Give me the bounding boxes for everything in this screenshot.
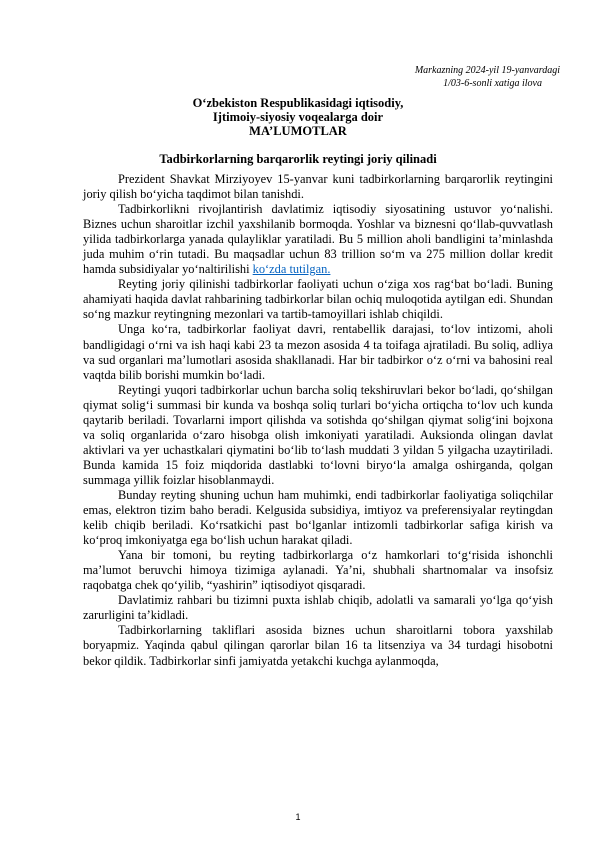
annex-note: [340, 64, 560, 90]
paragraph-7: Yana bir tomoni, bu reyting tadbirkorlarga o‘z hamkorlari to‘g‘risida ishonchli ma’lumot beruvchi himoya tizimiga aylanadi. Ya’ni, shubhali shartnomalar va insofsiz raqobatga chek qo‘yilib, “yashirin” iqtisodiyot qisqaradi.: [83, 548, 553, 593]
annex-note-line2: 1/03-6-sonli xatiga ilova: [443, 78, 542, 89]
page-number: 1: [295, 812, 301, 822]
paragraph-2-text: Tadbirkorlikni rivojlantirish davlatimiz iqtisodiy siyosatining ustuvor yo‘nalishi. Biznes uchun sharoitlar izchil yaxshilanib bormoqda. Yoshlar va biznesni qo‘llab-quvvatlash yilida tadbirkorlarga yanada qulayliklar yaratiladi. Bu 5 million aholi bandligini ta’minlashda juda muhim o‘rin tutadi. Bu maqsadlar uchun 83 trillion so‘m va 275 million dollar kredit hamda subsidiyalar yo‘naltirilishi: [83, 202, 553, 277]
paragraph-5: Reytingi yuqori tadbirkorlar uchun barcha soliq tekshiruvlari bekor bo‘ladi, qo‘shilgan qiymat solig‘i summasi bir kunda va boshqa soliq turlari bo‘yicha ortiqcha to‘lov uch kunda qaytarib beriladi. Tovarlarni import qilishda va sotishda qo‘shilgan qiymat solig‘ini bojxona va soliq organlarida o‘zaro hisobga olish imkoniyati yaratiladi. Auksionda olingan davlat aktivlari va yer uchastkalari qiymatini bo‘lib to‘lash muddati 3 yildan 5 yilgacha uzaytiriladi. Bunda kamida 15 foiz miqdorida dastlabki to‘lovni biryo‘la amalga oshirganda, qolgan summaga yillik foizlar hisoblanmaydi.: [83, 382, 553, 487]
annex-note-line1: Markazning 2024-yil 19-yanvardagi: [414, 65, 560, 76]
paragraph-3: Reyting joriy qilinishi tadbirkorlar faoliyati uchun o‘ziga xos rag‘bat bo‘ladi. Buning ahamiyati haqida davlat rahbarining tadbirkorlar bilan ochiq muloqotida aytilgan edi. Shundan so‘ng mazkur reytingning mezonlari va tartib-tamoyillari ishlab chiqildi.: [83, 277, 553, 322]
source-link[interactable]: ko‘zda tutilgan.: [252, 262, 331, 277]
paragraph-1: Prezident Shavkat Mirziyoyev 15-yanvar kuni tadbirkorlarning barqarorlik reytingini joriy qilish bo‘yicha taqdimot bilan tanishdi.: [83, 172, 553, 202]
paragraph-9: Tadbirkorlarning takliflari asosida biznes uchun sharoitlarni tobora yaxshilab boryapmiz. Yaqinda qabul qilingan qarorlar bilan 16 ta litsenziya va 34 turdagi hisobotni bekor qildik. Tadbirkorlar sinfi jamiyatda yetakchi kuchga aylanmoqda,: [83, 623, 553, 668]
paragraph-8: Davlatimiz rahbari bu tizimni puxta ishlab chiqib, adolatli va samarali yo‘lga qo‘yish zarurligini ta’kidladi.: [83, 593, 553, 623]
paragraph-6: Bunday reyting shuning uchun ham muhimki, endi tadbirkorlar faoliyatiga soliqchilar emas, elektron tizim baho beradi. Kelgusida subsidiya, imtiyoz va preferensiyalar reytingdan kelib chiqib beriladi. Ko‘rsatkichi past bo‘lganlar intizomli tadbirkorlar safiga kirish va ko‘proq imkoniyatga ega bo‘lish uchun harakat qiladi.: [83, 487, 553, 548]
header-line1: O‘zbekiston Respublikasidagi iqtisodiy,: [192, 96, 404, 110]
document-header: [0, 96, 596, 138]
header-line2: Ijtimoiy-siyosiy voqealarga doir: [212, 110, 384, 124]
article-body: [83, 172, 553, 669]
paragraph-4: Unga ko‘ra, tadbirkorlar faoliyat davri, rentabellik darajasi, to‘lov intizomi, aholi bandligidagi o‘rni va ish haqi kabi 23 ta mezon asosida 4 ta toifaga ajratiladi. Bu soliq, adliya va sud organlari ma’lumotlari asosida shakllanadi. Har bir tadbirkor o‘z o‘rni va bahosini real vaqtda bilib borishi mumkin bo‘ladi.: [83, 322, 553, 382]
paragraph-2: [83, 202, 553, 277]
header-line3: MA’LUMOTLAR: [249, 124, 347, 138]
article-subtitle: Tadbirkorlarning barqarorlik reytingi joriy qilinadi: [159, 152, 437, 166]
